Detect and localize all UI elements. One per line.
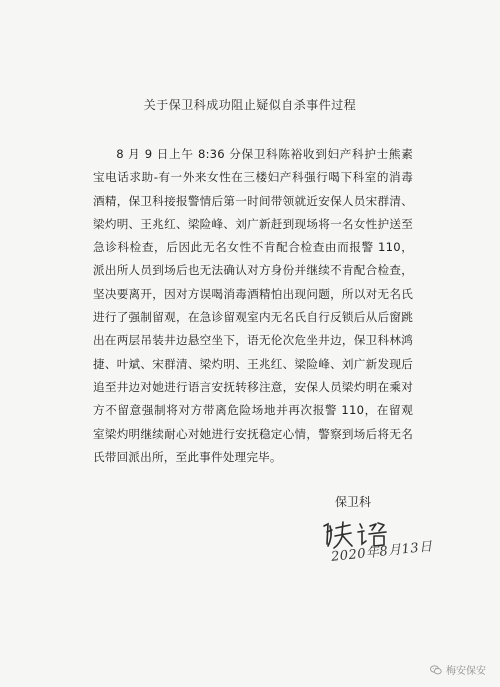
watermark-text: 梅安保安 <box>446 666 486 677</box>
wechat-icon <box>430 665 442 675</box>
department-name: 保卫科 <box>335 495 372 509</box>
body-paragraph: 8 月 9 日上午 8:36 分保卫科陈裕收到妇产科护士熊素宝电话求助-有一外来女性在三楼妇产科强行喝下科室的消毒酒精，保卫科接报警情后第一时间带领就近安保人员宋群清、梁灼明、王兆红、梁险峰、刘广新赶到现场将一名女性护送至急诊科检查，后因此无名女性不肯配合检查由而报警 110，派出所人员到场后也无法确认对方身份并继续不肯配合检查，坚决要离开，因对方误喝消毒酒精怕出现问题，所以对无名氏进行了强制留观，在急诊留观室内无名氏自行反锁后从后窗跳出在两层吊装井边悬空坐下，语无伦次危坐井边，保卫科林鸿捷、叶斌、宋群清、梁灼明、王兆红、梁险峰、刘广新发现后追至井边对她进行语言安抚转移注意，安保人员梁灼明在乘对方不留意强制将对方带离危险场地并再次报警 110，在留观室梁灼明继续耐心对她进行安抚稳定心情，警察到场后将无名氏带回派出所，至此事件处理完毕。 <box>93 147 413 464</box>
document-title: 关于保卫科成功阻止疑似自杀事件过程 <box>143 98 357 112</box>
signature-date: 2020年8月13日 <box>330 539 434 565</box>
watermark <box>430 662 486 677</box>
document-body <box>93 143 413 469</box>
